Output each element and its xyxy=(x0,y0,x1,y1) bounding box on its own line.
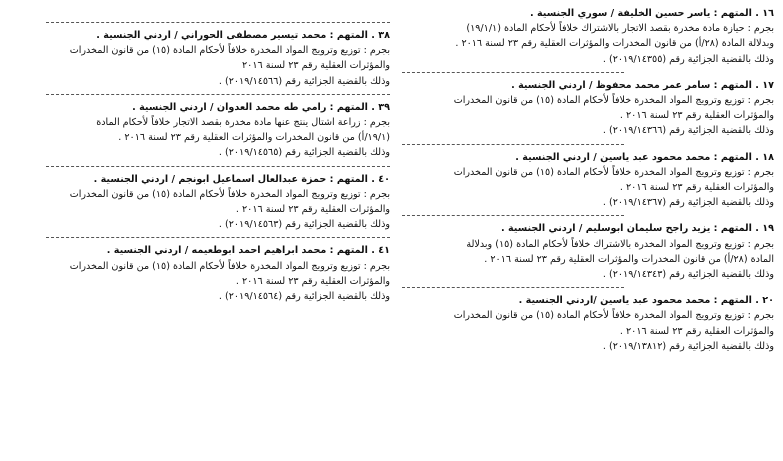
case-number-line: وذلك بالقضية الجزائية رقم (٢٠١٩/١٤٥٦٥) . xyxy=(218,147,390,159)
divider xyxy=(46,166,390,167)
charge-line: والمؤثرات العقلية رقم ٢٣ لسنة ٢٠١٦ . xyxy=(235,204,390,216)
charge-line: بجرم : توزيع وترويج المواد المخدرة خلافاً لأحكام المادة (١٥) من قانون المخدرات xyxy=(69,260,390,272)
left-column xyxy=(6,22,390,304)
entry-20 xyxy=(402,293,774,354)
divider xyxy=(46,94,390,95)
charge-line: والمؤثرات العقلية رقم ٢٣ لسنة ٢٠١٦ . xyxy=(235,275,390,287)
defendant-header: ٤١ . المتهم : محمد ابراهيم احمد ابوطعيمه / اردني الجنسية . xyxy=(106,245,390,257)
case-number-line: وذلك بالقضية الجزائية رقم (٢٠١٩/١٤٣٥٥) . xyxy=(602,53,774,65)
charge-line: بجرم : توزيع وترويج المواد المخدرة خلافاً لأحكام المادة (١٥) من قانون المخدرات xyxy=(453,166,774,178)
defendant-header: ١٨ . المتهم : محمد محمود عبد ياسين / اردني الجنسية . xyxy=(515,151,774,163)
case-number-line: وذلك بالقضية الجزائية رقم (٢٠١٩/١٣٨١٢) . xyxy=(602,340,774,352)
entry-40 xyxy=(6,172,390,233)
case-number-line: وذلك بالقضية الجزائية رقم (٢٠١٩/١٤٣٦٦) . xyxy=(602,125,774,137)
right-column xyxy=(402,6,774,354)
case-number-line: وذلك بالقضية الجزائية رقم (٢٠١٩/١٤٣٦٧) . xyxy=(602,197,774,209)
case-number-line: وذلك بالقضية الجزائية رقم (٢٠١٩/١٤٥٦٣) . xyxy=(218,219,390,231)
defendant-header: ٤٠ . المتهم : حمزة عبدالعال اسماعيل ابونجم / اردني الجنسية . xyxy=(93,173,390,185)
divider xyxy=(46,22,390,23)
defendant-header: ٢٠ . المتهم : محمد محمود عبد ياسين /اردني الجنسية . xyxy=(518,295,774,307)
case-number-line: وذلك بالقضية الجزائية رقم (٢٠١٩/١٤٣٤٣) . xyxy=(602,269,774,281)
defendant-header: ٣٩ . المتهم : رامي طه محمد العدوان / اردني الجنسية . xyxy=(132,101,390,113)
charge-line: بجرم : توزيع وترويج المواد المخدرة خلافاً لأحكام المادة (١٥) من قانون المخدرات xyxy=(453,95,774,107)
entry-18 xyxy=(402,150,774,211)
charge-line: والمؤثرات العقلية رقم ٢٣ لسنة ٢٠١٦ xyxy=(242,60,390,72)
charge-line: (١٩/١/أ) من قانون المخدرات والمؤثرات العقلية رقم ٢٣ لسنة ٢٠١٦ . xyxy=(118,132,390,144)
charge-line: المادة (٢٨/أ) من قانون المخدرات والمؤثرات العقلية رقم ٢٣ لسنة ٢٠١٦ . xyxy=(484,253,774,265)
case-number-line: وذلك بالقضية الجزائية رقم (٢٠١٩/١٤٥٦٤) . xyxy=(218,291,390,303)
case-number-line: وذلك بالقضية الجزائية رقم (٢٠١٩/١٤٥٦٦) . xyxy=(218,75,390,87)
entry-17 xyxy=(402,78,774,139)
divider xyxy=(402,144,624,145)
divider xyxy=(402,287,624,288)
defendant-header: ١٩ . المتهم : يزيد راجح سليمان ابوسليم / اردني الجنسية . xyxy=(501,223,774,235)
divider xyxy=(46,237,390,238)
entry-41 xyxy=(6,243,390,304)
charge-line: والمؤثرات العقلية رقم ٢٣ لسنة ٢٠١٦ . xyxy=(619,182,774,194)
charge-line: بجرم : توزيع وترويج المواد المخدرة بالاشتراك خلافاً لأحكام المادة (١٥) وبدلالة xyxy=(466,238,774,250)
charge-line: بجرم : توزيع وترويج المواد المخدرة خلافاً لأحكام المادة (١٥) من قانون المخدرات xyxy=(69,188,390,200)
charge-line: والمؤثرات العقلية رقم ٢٣ لسنة ٢٠١٦ . xyxy=(619,110,774,122)
defendant-header: ١٦ . المتهم : ياسر حسين الخليفة / سوري الجنسية . xyxy=(529,8,774,19)
charge-line: بجرم : زراعة اشتال ينتج عنها مادة مخدرة بقصد الاتجار خلافاً لأحكام المادة xyxy=(96,117,390,129)
charge-line: بجرم : توزيع وترويج المواد المخدرة خلافاً لأحكام المادة (١٥) من قانون المخدرات xyxy=(453,310,774,322)
divider xyxy=(402,215,624,216)
charge-line: وبدلالة المادة (٢٨/أ) من قانون المخدرات والمؤثرات العقلية رقم ٢٣ لسنة ٢٠١٦ . xyxy=(455,38,774,50)
divider xyxy=(402,72,624,73)
entry-19 xyxy=(402,221,774,282)
charge-line: والمؤثرات العقلية رقم ٢٣ لسنة ٢٠١٦ . xyxy=(619,325,774,337)
defendant-header: ٣٨ . المتهم : محمد تيسير مصطفى الحوراني / اردني الجنسية . xyxy=(96,30,390,41)
entry-16 xyxy=(402,6,774,67)
entry-39 xyxy=(6,100,390,161)
charge-line: بجرم : توزيع وترويج المواد المخدرة خلافاً لأحكام المادة (١٥) من قانون المخدرات xyxy=(69,45,390,57)
entry-38 xyxy=(6,28,390,89)
defendant-header: ١٧ . المتهم : سامر عمر محمد محفوظ / اردني الجنسية . xyxy=(511,79,774,91)
charge-line: بجرم : حيازة مادة مخدرة بقصد الاتجار بالاشتراك خلافاً لأحكام المادة (١٩/١/١) xyxy=(466,23,774,35)
